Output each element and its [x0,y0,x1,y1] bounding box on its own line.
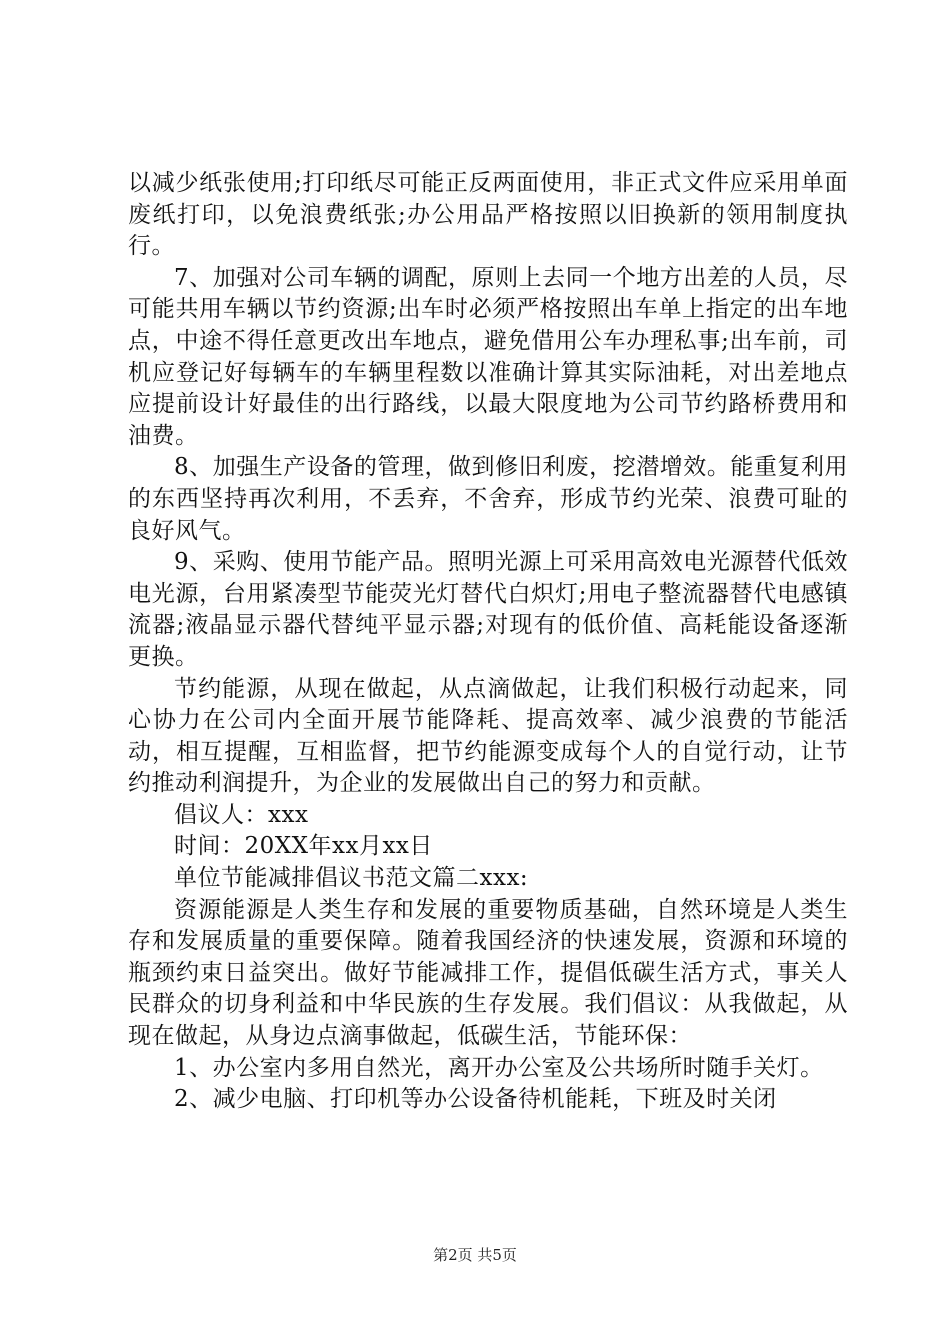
section-heading: 单位节能减排倡议书范文篇二xxx: [174,865,529,892]
paragraph-8: 2、减少电脑、打印机等办公设备待机能耗，下班及时关闭 [174,1086,777,1113]
paragraph-7: 1、办公室内多用自然光，离开办公室及公共场所时随手关灯。 [174,1054,824,1081]
paragraph-6: 资源能源是人类生存和发展的重要物质基础，自然环境是人类生存和发展质量的重要保障。随着我国经济的快速发展，资源和环境的瓶颈约束日益突出。做好节能减排工作，提倡低碳生活方式，事关人民群众的切身利益和中华民族的生存发展。我们倡议：从我做起，从现在做起，从身边点滴事做起，低碳生活，节能环保： [128,896,848,1050]
signatory-line: 倡议人：xxx [174,801,309,828]
date-line: 时间：20XX年xx月xx日 [174,833,433,860]
paragraph-2: 7、加强对公司车辆的调配，原则上去同一个地方出差的人员，尽可能共用车辆以节约资源;出车时必须严格按照出车单上指定的出车地点，中途不得任意更改出车地点，避免借用公车办理私事;出车前，司机应登记好每辆车的车辆里程数以准确计算其实际油耗，对出差地点应提前设计好最佳的出行路线，以最大限度地为公司节约路桥费用和油费。 [128,264,848,449]
document-body [128,168,848,1116]
paragraph-5: 节约能源，从现在做起，从点滴做起，让我们积极行动起来，同心协力在公司内全面开展节能降耗、提高效率、减少浪费的节能活动，相互提醒，互相监督，把节约能源变成每个人的自觉行动，让节约推动利润提升，为企业的发展做出自己的努力和贡献。 [128,675,848,797]
paragraph-4: 9、采购、使用节能产品。照明光源上可采用高效电光源替代低效电光源，台用紧凑型节能荧光灯替代白炽灯;用电子整流器替代电感镇流器;液晶显示器代替纯平显示器;对现有的低价值、高耗能设备逐渐更换。 [128,549,848,670]
paragraph-1: 以减少纸张使用;打印纸尽可能正反两面使用，非正式文件应采用单面废纸打印，以免浪费纸张;办公用品严格按照以旧换新的领用制度执行。 [128,170,848,260]
paragraph-3: 8、加强生产设备的管理，做到修旧利废，挖潜增效。能重复利用的东西坚持再次利用，不丢弃，不舍弃，形成节约光荣、浪费可耻的良好风气。 [128,454,848,544]
page-number: 第2页 共5页 [433,1246,517,1264]
